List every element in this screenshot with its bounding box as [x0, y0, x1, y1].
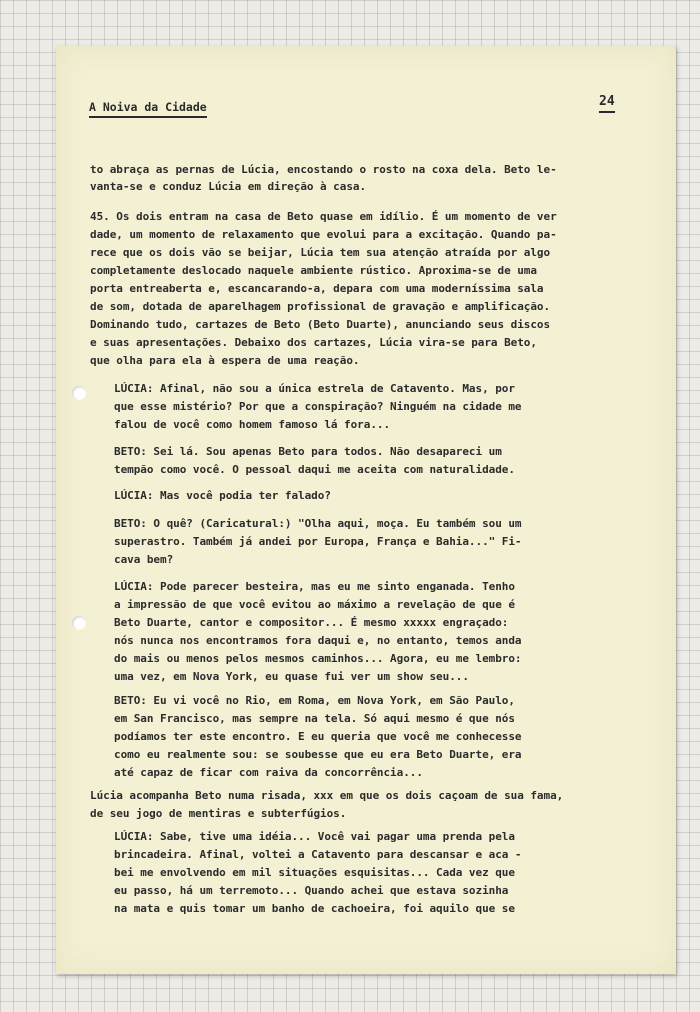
text-line: dade, um momento de relaxamento que evolui para a excitação. Quando pa-: [90, 228, 557, 241]
page-number: 24: [599, 94, 615, 113]
text-line: podíamos ter este encontro. E eu queria que você me conhecesse: [114, 730, 522, 743]
text-line: vanta-se e conduz Lúcia em direção à casa.: [90, 180, 367, 193]
text-line: Lúcia acompanha Beto numa risada, xxx em que os dois caçoam de sua fama,: [90, 789, 564, 802]
text-line: 45. Os dois entram na casa de Beto quase em idílio. É um momento de ver: [90, 210, 557, 223]
text-line: BETO: Eu vi você no Rio, em Roma, em Nova York, em São Paulo,: [114, 694, 515, 707]
text-line: de som, dotada de aparelhagem profissional de gravação e amplificação.: [90, 300, 551, 313]
text-line: que esse mistério? Por que a conspiração? Ninguém na cidade me: [114, 400, 522, 413]
text-line: cava bem?: [114, 553, 174, 566]
text-line: porta entreaberta e, escancarando-a, depara com uma moderníssima sala: [90, 282, 544, 295]
text-line: completamente deslocado naquele ambiente rústico. Aproxima-se de uma: [90, 264, 537, 277]
text-line: LÚCIA: Pode parecer besteira, mas eu me sinto enganada. Tenho: [114, 580, 515, 593]
text-line: BETO: Sei lá. Sou apenas Beto para todos. Não desapareci um: [114, 445, 502, 458]
text-line: que olha para ela à espera de uma reação.: [90, 354, 360, 367]
text-line: eu passo, há um terremoto... Quando achei que estava sozinha: [114, 884, 509, 897]
text-line: uma vez, em Nova York, eu quase fui ver um show seu...: [114, 670, 469, 683]
text-line: a impressão de que você evitou ao máximo a revelação de que é: [114, 598, 515, 611]
binder-hole-lower: [72, 616, 86, 630]
text-line: até capaz de ficar com raiva da concorrência...: [114, 766, 423, 779]
text-line: falou de você como homem famoso lá fora...: [114, 418, 391, 431]
text-line: LÚCIA: Sabe, tive uma idéia... Você vai pagar uma prenda pela: [114, 830, 515, 843]
text-line: tempão como você. O pessoal daqui me aceita com naturalidade.: [114, 463, 515, 476]
text-line: bei me envolvendo em mil situações esquisitas... Cada vez que: [114, 866, 515, 879]
text-line: brincadeira. Afinal, voltei a Catavento para descansar e aca -: [114, 848, 522, 861]
typewritten-page: [56, 46, 676, 974]
text-line: rece que os dois vão se beijar, Lúcia tem sua atenção atraída por algo: [90, 246, 551, 259]
text-line: to abraça as pernas de Lúcia, encostando o rosto na coxa dela. Beto le-: [90, 163, 557, 176]
text-line: na mata e quis tomar um banho de cachoeira, foi aquilo que se: [114, 902, 515, 915]
text-line: LÚCIA: Mas você podia ter falado?: [114, 489, 331, 502]
text-line: BETO: O quê? (Caricatural:) "Olha aqui, moça. Eu também sou um: [114, 517, 522, 530]
binder-hole-upper: [72, 386, 86, 400]
text-line: do mais ou menos pelos mesmos caminhos... Agora, eu me lembro:: [114, 652, 522, 665]
text-line: de seu jogo de mentiras e subterfúgios.: [90, 807, 347, 820]
text-line: Beto Duarte, cantor e compositor... É mesmo xxxxx engraçado:: [114, 616, 509, 629]
text-line: como eu realmente sou: se soubesse que eu era Beto Duarte, era: [114, 748, 522, 761]
text-line: superastro. Também já andei por Europa, França e Bahia..." Fi-: [114, 535, 522, 548]
text-line: LÚCIA: Afinal, não sou a única estrela de Catavento. Mas, por: [114, 382, 515, 395]
header-title: A Noiva da Cidade: [89, 100, 207, 118]
text-line: Dominando tudo, cartazes de Beto (Beto Duarte), anunciando seus discos: [90, 318, 551, 331]
text-line: nós nunca nos encontramos fora daqui e, no entanto, temos anda: [114, 634, 522, 647]
text-line: e suas apresentações. Debaixo dos cartazes, Lúcia vira-se para Beto,: [90, 336, 537, 349]
text-line: em San Francisco, mas sempre na tela. Só aqui mesmo é que nós: [114, 712, 515, 725]
